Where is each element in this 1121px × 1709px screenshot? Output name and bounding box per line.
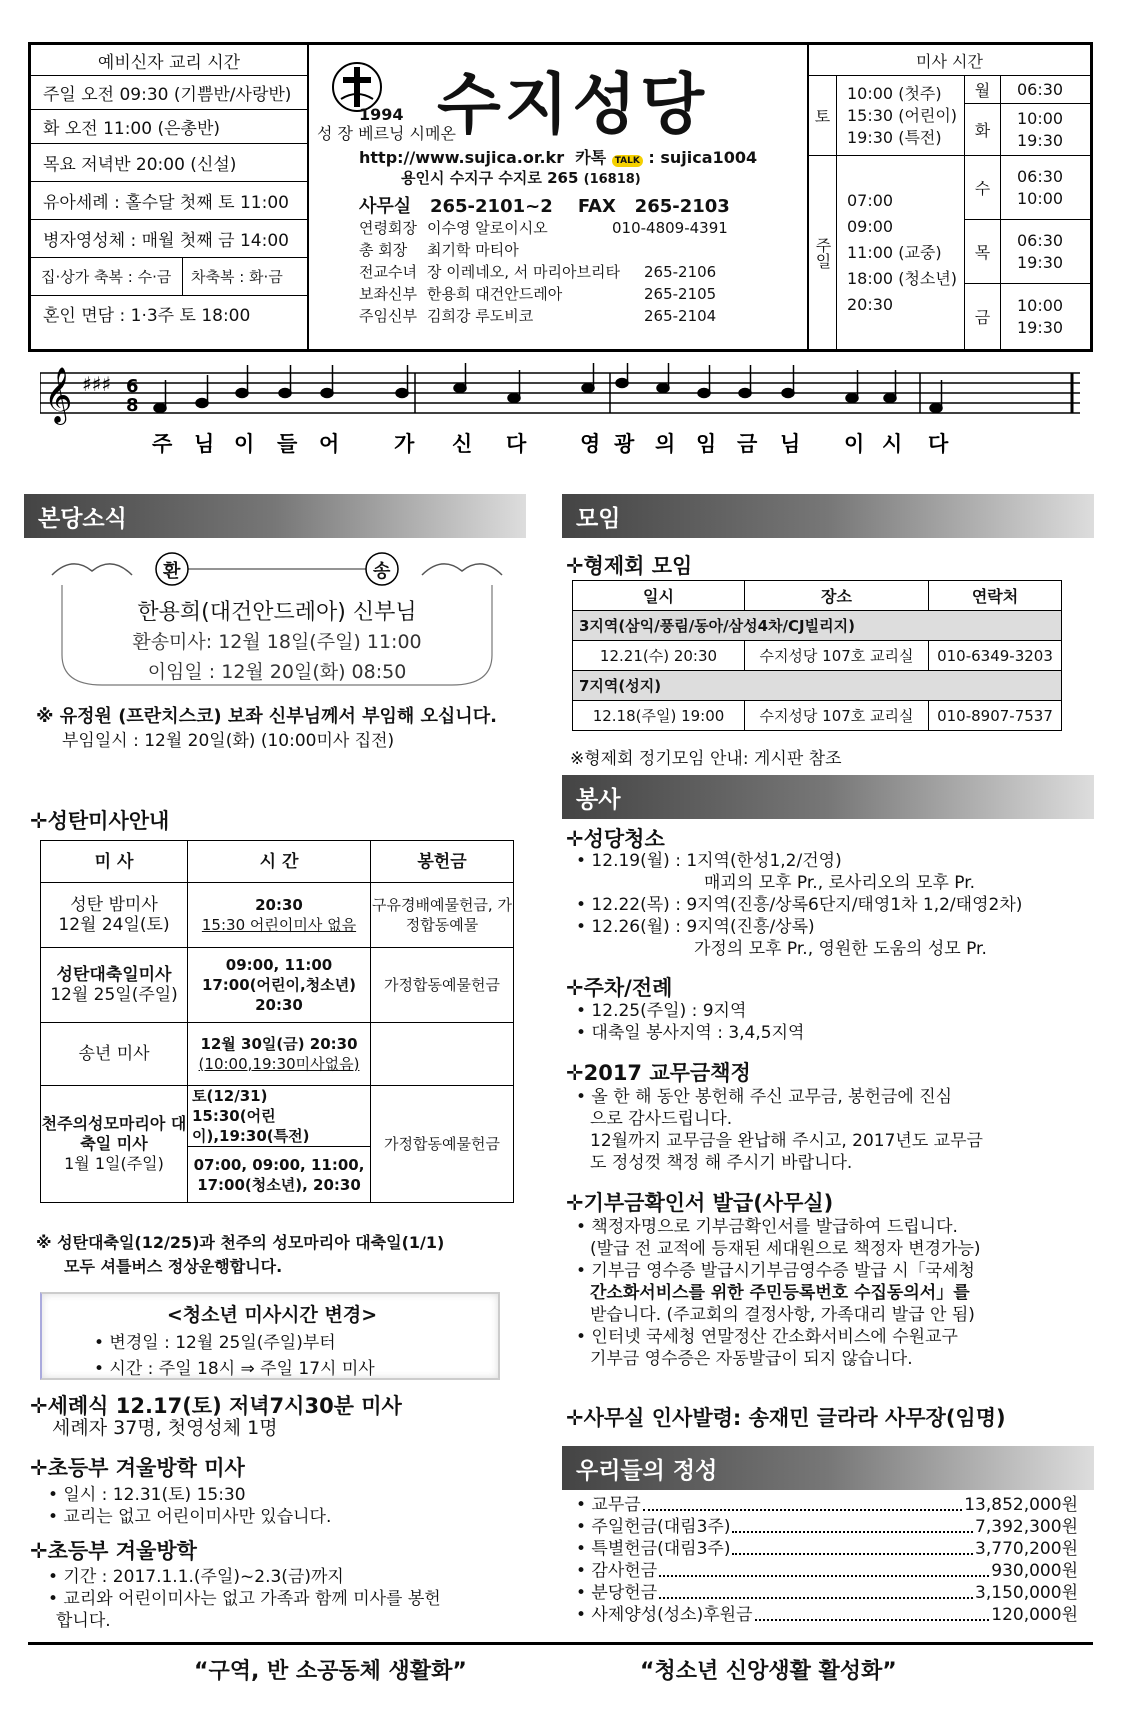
list-item: 간소화서비스를 위한 주민등록번호 수집동의서」를	[590, 1283, 970, 1303]
blessing-row	[31, 258, 307, 296]
logo-patron: 성 장 베르닝 시메온	[317, 124, 456, 143]
address: 용인시 수지구 수지로 265 (16818)	[401, 169, 641, 187]
list-item: 가정의 모후 Pr., 영원한 도움의 성모 Pr.	[694, 939, 987, 959]
treble-clef-icon: 𝄞	[44, 367, 73, 423]
cleaning-title: ✛성당청소	[566, 827, 665, 851]
lyric-syllable: 가	[394, 432, 415, 456]
lyric-syllable: 어	[319, 432, 340, 456]
note	[279, 389, 291, 398]
xmas-note-2: 모두 셔틀버스 정상운행합니다.	[64, 1257, 283, 1276]
sat-times: 10:00 (첫주) 15:30 (어린이) 19:30 (특전)	[837, 76, 965, 156]
note	[396, 389, 408, 398]
catechism-row: 화 오전 11:00 (은총반)	[31, 110, 307, 144]
church-info	[309, 45, 837, 349]
website-link[interactable]: http://www.sujica.or.kr 카톡 TALK : sujica1004	[359, 148, 758, 167]
table-row: 7지역(성지)	[573, 671, 1062, 701]
svg-text:6: 6	[126, 376, 139, 397]
new-priest-notice: ※ 유정원 (프란치스코) 보좌 신부님께서 부임해 오십니다.	[36, 706, 497, 727]
offering-row: • 분당헌금 3,150,000원	[576, 1583, 1078, 1603]
list-item: 합니다.	[56, 1611, 111, 1631]
note	[657, 384, 669, 393]
lyric-syllable: 다	[506, 432, 527, 456]
logo-year: 1994	[359, 105, 404, 124]
list-item: • 12.26(월) : 9지역(진흥/상록)	[576, 917, 815, 937]
lyric-syllable: 금	[737, 432, 758, 456]
contact-row: 보좌신부 한용희 대건안드레아 265-2105	[359, 285, 717, 303]
list-item: • 교리와 어린이미사는 없고 가족과 함께 미사를 봉헌	[48, 1589, 441, 1609]
contact-row: 전교수녀 장 이레네오, 서 마리아브리타 265-2106	[359, 263, 717, 281]
list-item: • 교리는 없고 어린이미사만 있습니다.	[48, 1507, 332, 1527]
table-row: 성탄 밤미사 12월 24일(토) 20:30 15:30 어린이미사 없음 구유경배예물헌금, 가정합동예물	[41, 883, 514, 948]
catechism-row: 주일 오전 09:30 (기쁨반/사랑반)	[31, 76, 307, 110]
offering-list	[576, 1494, 1078, 1626]
contact-row: 연령회장 이수영 알로이시오 010-4809-4391	[359, 219, 728, 237]
lyric-syllable: 신	[452, 432, 473, 456]
brother-title: ✛형제회 모임	[566, 554, 693, 578]
table-row: 천주의성모마리아 대축일 미사 1월 1일(주일) 토(12/31) 15:30(어린이),19:30(특전) 가정합동예물헌금	[41, 1086, 514, 1147]
lyric-syllable: 이	[234, 432, 255, 456]
section-parish-news: 본당소식	[24, 494, 526, 538]
parking-title: ✛주차/전례	[566, 976, 673, 1000]
list-item: 도 정성껏 책정 해 주시기 바랍니다.	[590, 1153, 853, 1173]
lyric-syllable: 님	[194, 432, 215, 456]
lyric-syllable: 다	[928, 432, 949, 456]
sun-label: 주일	[809, 156, 837, 349]
section-meetings: 모임	[562, 494, 1094, 538]
offering-row: • 주일헌금(대림3주) 7,392,300원	[576, 1517, 1078, 1537]
note	[582, 384, 594, 393]
staff-appointment: ✛사무실 인사발령: 송재민 글라라 사무장(임명)	[566, 1406, 1006, 1430]
catechism-row: 혼인 면담 : 1·3주 토 18:00	[43, 305, 251, 326]
list-item: • 12.22(목) : 9지역(진흥/상록6단지/태영1차 1,2/태영2차)	[576, 895, 1023, 915]
winter-mass-title: ✛초등부 겨울방학 미사	[30, 1456, 245, 1480]
weekday-tue: 화 10:00 19:30	[965, 104, 1090, 156]
table-row: 12.21(수) 20:30 수지성당 107호 교리실 010-6349-3203	[573, 641, 1062, 671]
note	[930, 404, 942, 413]
lyric-syllable: 님	[780, 432, 801, 456]
catechism-schedule	[31, 45, 309, 349]
note	[508, 394, 520, 403]
badge-hwan: 환	[163, 561, 181, 582]
badge-song: 송	[373, 561, 391, 582]
note	[454, 384, 466, 393]
dues-title: ✛2017 교무금책정	[566, 1061, 751, 1085]
offering-row: • 감사헌금 930,000원	[576, 1561, 1078, 1581]
table-row: 성탄대축일미사 12월 25일(주일) 09:00, 11:00 17:00(어린이,청소년) 20:30 가정합동예물헌금	[41, 948, 514, 1023]
note	[698, 389, 710, 398]
baptism-title: ✛세례식 12.17(토) 저녁7시30분 미사	[30, 1394, 402, 1418]
svg-text:8: 8	[126, 395, 139, 416]
note	[782, 389, 794, 398]
weekday-wed: 수 06:30 10:00	[965, 156, 1090, 220]
farewell-priest: 한용희(대건안드레아) 신부님	[137, 600, 417, 625]
note	[846, 394, 858, 403]
list-item: • 기부금 영수증 발급시기부금영수증 발급 시「국세청	[576, 1261, 975, 1281]
offering-row: • 사제양성(성소)후원금 120,000원	[576, 1605, 1078, 1625]
catechism-row: 병자영성체 : 매월 첫째 금 14:00	[31, 220, 307, 258]
list-item: • 12.25(주일) : 9지역	[576, 1001, 747, 1021]
list-item: 받습니다. (주교회의 결정사항, 가족대리 발급 안 됨)	[590, 1305, 975, 1325]
farewell-leave-date: 이임일 : 12월 20일(화) 08:50	[147, 661, 407, 683]
list-item: • 책정자명으로 기부금확인서를 발급하여 드립니다.	[576, 1217, 958, 1237]
section-offerings: 우리들의 정성	[562, 1446, 1094, 1490]
car-blessing: 차축복 : 화·금	[191, 268, 283, 286]
lyric-syllable: 이	[844, 432, 865, 456]
youth-notice: <청소년 미사시간 변경> • 변경일 : 12월 25일(주일)부터 • 시간 : 주일 18시 ⇒ 주일 17시 미사	[40, 1292, 500, 1380]
list-item: 12월까지 교무금을 완납해 주시고, 2017년도 교무금	[590, 1131, 983, 1151]
office-phone: 사무실 265-2101~2 FAX 265-2103	[359, 196, 730, 217]
note	[884, 394, 896, 403]
catechism-title: 예비신자 교리 시간	[31, 45, 307, 76]
note	[321, 389, 333, 398]
xmas-title: ✛성탄미사안내	[30, 809, 170, 833]
list-item: • 일시 : 12.31(토) 15:30	[48, 1485, 246, 1505]
house-blessing: 집·상가 축복 : 수·금	[31, 258, 183, 295]
note	[236, 389, 248, 398]
lyric-syllable: 영	[580, 432, 601, 456]
xmas-mass-table: 미 사 시 간 봉헌금 성탄 밤미사 12월 24일(토) 20:30 15:30 어린이미사 없음 구유경배예물헌금, 가정합동예물 성탄대축일미사 12월 25일(주일) 09:00, 11:00 17:00(어린이,청소년) 20:30 가정합동예물헌금 송년 미사 12월 30일(금) 20:30 (10:00,19:30미사없음) 천주의성모마리아 대축일 미사 1월 1일(주일) 토(12/31) 15:30(어린이),19:30(특전) 가정합동예물헌금 07:00, 09:00, 11:00, 17:00(청소년), 20:30	[40, 840, 514, 1203]
footer-rule	[28, 1642, 1093, 1645]
table-row: 3지역(삼익/풍림/동아/삼성4차/CJ빌리지)	[573, 611, 1062, 641]
church-name: 수지성당	[437, 66, 709, 143]
music-staff	[40, 363, 1080, 473]
farewell-mass: 환송미사: 12월 18일(주일) 11:00	[132, 631, 422, 653]
footer-slogan-right: “청소년 신앙생활 활성화”	[640, 1659, 897, 1684]
list-item: • 올 한 해 동안 봉헌해 주신 교무금, 봉헌금에 진심	[576, 1087, 953, 1107]
kakao-icon: TALK	[612, 155, 643, 167]
list-item: (발급 전 교적에 등재된 세대원으로 책정자 변경가능)	[590, 1239, 981, 1259]
table-row: 07:00, 09:00, 11:00, 17:00(청소년), 20:30	[41, 1147, 514, 1203]
mass-title: 미사 시간	[809, 45, 1090, 76]
header-box	[28, 42, 1093, 352]
mass-schedule	[807, 45, 1090, 349]
list-item: 으로 감사드립니다.	[590, 1109, 733, 1129]
list-item: • 인터넷 국세청 연말정산 간소화서비스에 수원교구	[576, 1327, 958, 1347]
lyric-syllable: 시	[882, 432, 903, 456]
contact-row: 총 회장 최기학 마티아	[359, 241, 519, 259]
footer-slogan-left: “구역, 반 소공동체 생활화”	[194, 1659, 467, 1684]
section-service: 봉사	[562, 775, 1094, 819]
new-priest-date: 부임일시 : 12월 20일(화) (10:00미사 집전)	[62, 731, 395, 751]
meeting-table: 일시 장소 연락처 3지역(삼익/풍림/동아/삼성4차/CJ빌리지) 12.21(수) 20:30 수지성당 107호 교리실 010-6349-3203 7지역(성지) 12.18(주일) 19:00 수지성당 107호 교리실 010-8907-7537	[572, 580, 1062, 731]
lyric-syllable: 광	[614, 432, 635, 456]
list-item: • 기간 : 2017.1.1.(주일)~2.3(금)까지	[48, 1567, 344, 1587]
list-item: 매괴의 모후 Pr., 로사리오의 모후 Pr.	[704, 873, 976, 893]
offering-row: • 교무금 13,852,000원	[576, 1495, 1078, 1515]
note	[154, 404, 166, 413]
sat-label: 토	[809, 76, 837, 156]
winter-title: ✛초등부 겨울방학	[30, 1539, 197, 1563]
baptism-text: 세례자 37명, 첫영성체 1명	[52, 1417, 278, 1439]
note	[196, 399, 208, 408]
lyric-syllable: 주	[152, 432, 173, 456]
table-row: 12.18(주일) 19:00 수지성당 107호 교리실 010-8907-7537	[573, 701, 1062, 731]
catechism-row: 목요 저녁반 20:00 (신설)	[31, 144, 307, 182]
farewell-card	[42, 545, 512, 693]
list-item: • 12.19(월) : 1지역(한성1,2/건영)	[576, 851, 842, 871]
xmas-note: ※ 성탄대축일(12/25)과 천주의 성모마리아 대축일(1/1)	[36, 1233, 445, 1252]
meet-note: ※형제회 정기모임 안내: 게시판 참조	[570, 749, 842, 769]
table-row: 송년 미사 12월 30일(금) 20:30 (10:00,19:30미사없음)	[41, 1023, 514, 1086]
lyric-syllable: 임	[696, 432, 717, 456]
weekday-mon: 월 06:30	[965, 76, 1090, 104]
note	[739, 389, 751, 398]
weekday-thu: 목 06:30 19:30	[965, 220, 1090, 284]
sun-times: 07:00 09:00 11:00 (교중) 18:00 (청소년) 20:30	[837, 156, 965, 349]
svg-text:♯♯♯: ♯♯♯	[82, 372, 112, 396]
note	[616, 379, 628, 388]
list-item: 기부금 영수증은 자동발급이 되지 않습니다.	[590, 1349, 913, 1369]
receipt-title: ✛기부금확인서 발급(사무실)	[566, 1191, 834, 1215]
weekday-fri: 금 10:00 19:30	[965, 284, 1090, 349]
list-item: • 대축일 봉사지역 : 3,4,5지역	[576, 1023, 805, 1043]
offering-row: • 특별헌금(대림3주) 3,770,200원	[576, 1539, 1078, 1559]
lyric-syllable: 들	[277, 432, 298, 456]
catechism-row: 유아세례 : 홀수달 첫째 토 11:00	[31, 182, 307, 220]
contact-row: 주임신부 김희강 루도비코 265-2104	[359, 307, 717, 325]
lyric-syllable: 의	[655, 432, 676, 456]
